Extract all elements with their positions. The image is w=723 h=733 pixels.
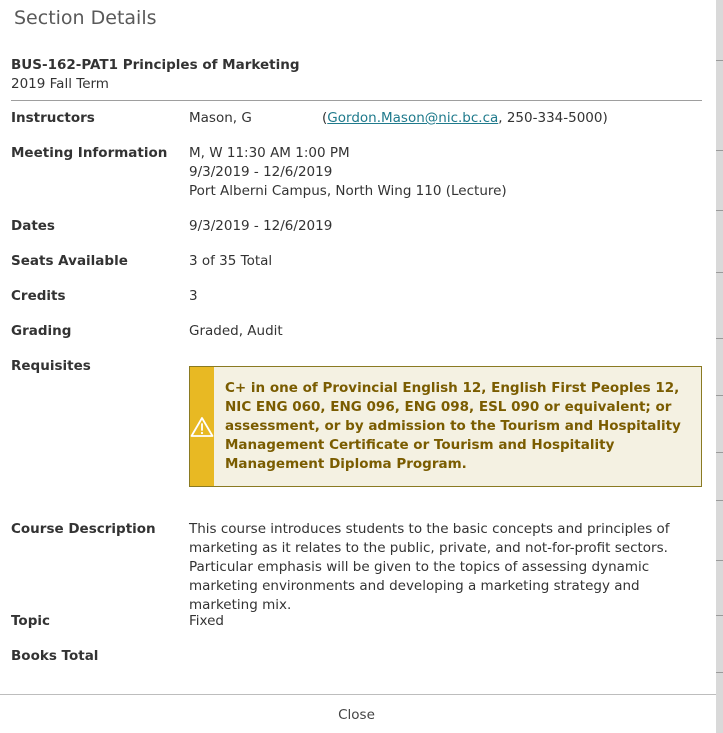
background-divider xyxy=(716,672,723,673)
course-term: 2019 Fall Term xyxy=(11,76,109,92)
background-divider xyxy=(716,60,723,61)
topic-value: Fixed xyxy=(189,613,224,629)
background-divider xyxy=(716,452,723,453)
credits-label: Credits xyxy=(11,288,66,304)
background-divider xyxy=(716,272,723,273)
instructors-label: Instructors xyxy=(11,110,95,126)
warning-icon xyxy=(190,416,214,438)
instructor-contact xyxy=(322,110,608,126)
background-divider xyxy=(716,338,723,339)
course-title: BUS-162-PAT1 Principles of Marketing xyxy=(11,57,300,73)
meeting-days-time: M, W 11:30 AM 1:00 PM xyxy=(189,145,350,161)
background-divider xyxy=(716,210,723,211)
grading-label: Grading xyxy=(11,323,72,339)
credits-value: 3 xyxy=(189,288,198,304)
seats-label: Seats Available xyxy=(11,253,128,269)
background-divider xyxy=(716,395,723,396)
title-divider xyxy=(11,100,702,101)
footer-divider xyxy=(0,694,716,695)
course-description-text: This course introduces students to the basic concepts and principles of marketing as it relates to the public, private, and not-for-profit sectors. Particular emphasis will be given to the topics of assessing dynamic marketing environments and developing a marketing strategy and marketing mix. xyxy=(189,521,670,613)
meeting-info-value xyxy=(189,144,507,201)
instructor-phone: , 250-334-5000) xyxy=(498,110,608,126)
course-description-label: Course Description xyxy=(11,521,156,537)
background-divider xyxy=(716,150,723,151)
dates-label: Dates xyxy=(11,218,55,234)
requisite-alert xyxy=(189,366,702,487)
instructor-email-link[interactable]: Gordon.Mason@nic.bc.ca xyxy=(327,110,499,126)
requisites-label: Requisites xyxy=(11,358,91,374)
background-divider xyxy=(716,500,723,501)
background-divider xyxy=(716,615,723,616)
background-page-edge xyxy=(716,0,723,733)
background-divider xyxy=(716,560,723,561)
meeting-dates: 9/3/2019 - 12/6/2019 xyxy=(189,164,333,180)
contact-open-paren: ( xyxy=(322,110,328,126)
books-total-label: Books Total xyxy=(11,648,99,664)
instructor-name: Mason, G xyxy=(189,110,252,126)
topic-label: Topic xyxy=(11,613,50,629)
dialog-title: Section Details xyxy=(14,7,157,29)
meeting-location: Port Alberni Campus, North Wing 110 (Lecture) xyxy=(189,183,507,199)
dates-value: 9/3/2019 - 12/6/2019 xyxy=(189,218,333,234)
grading-value: Graded, Audit xyxy=(189,323,283,339)
requisite-text: C+ in one of Provincial English 12, English First Peoples 12, NIC ENG 060, ENG 096, ENG 098, ESL 090 or equivalent; or assessment, or by admission to the Tourism and Hospitality Management Certificate or Tourism and Hospitality Management Diploma Program. xyxy=(225,380,681,472)
close-button[interactable]: Close xyxy=(300,700,413,730)
seats-value: 3 of 35 Total xyxy=(189,253,273,269)
requisite-icon-column xyxy=(190,367,214,486)
meeting-info-label: Meeting Information xyxy=(11,145,168,161)
